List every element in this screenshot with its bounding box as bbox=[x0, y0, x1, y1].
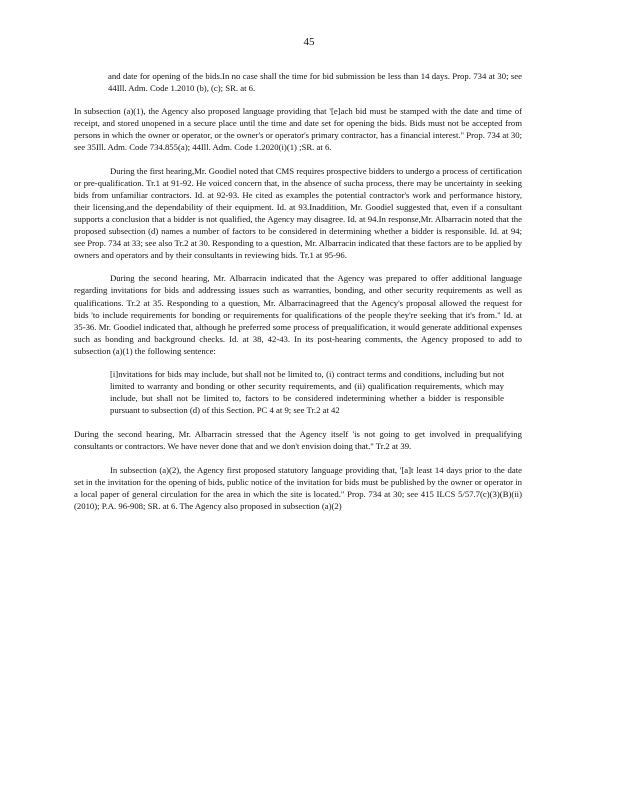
block-quote-invitations: [i]nvitations for bids may include, but shall not be limited to, (i) contract terms and conditions, including but not limited to warranty and bonding or other security requirements, and (ii) qualification requirements, which may include, but shall not be limited to, factors to be considered indetermining whether a bidder is responsible pursuant to subsection (d) of this Section. PC 4 at 9; see Tr.2 at 42 bbox=[110, 368, 504, 416]
paragraph-second-hearing: During the second hearing, Mr. Albarracin indicated that the Agency was prepared to offer additional language regarding invitations for bids and addressing issues such as warranties, bonding, and other security requirements as well as qualifications. Tr.2 at 35. Responding to a question, Mr. Albarracinagreed that the Agency's proposal allowed the request for bids 'to include requirements for bonding or requirements for qualifications of the people they're seeking that it's from." Id. at 35-36. Mr. Goodiel indicated that, although he preferred some process of prequalification, it would generate additional expenses such as bonding and background checks. Id. at 38, 42-43. In its post-hearing comments, the Agency proposed to add to subsection (a)(1) the following sentence: bbox=[74, 273, 522, 356]
paragraph-prequalifying: During the second hearing, Mr. Albarracin stressed that the Agency itself 'is not going to get involved in prequalifying consultants or contractors. We have never done that and we don't envision doing that." Tr.2 at 39. bbox=[74, 429, 522, 452]
page-number: 45 bbox=[303, 36, 315, 48]
paragraph-subsection-a1: In subsection (a)(1), the Agency also proposed language providing that '[e]ach bid must be stamped with the date and time of receipt, and stored unopened in a secure place until the time and date set for opening the bids. Bids must not be accepted from persons in which the owner or operator, or the owner's or operator's primary contractor, has a financial interest." Prop. 734 at 30; see 35Ill. Adm. Code 734.855(a); 44Ill. Adm. Code 1.2020(i)(1) ;SR. at 6. bbox=[74, 106, 522, 153]
paragraph-first-hearing: During the first hearing,Mr. Goodiel noted that CMS requires prospective bidders to undergo a process of certification or pre-qualification. Tr.1 at 91-92. He voiced concern that, in the absence of sucha process, there may be uncertainty in seeking bids from unfamiliar contractors. Id. at 92-93. He cited as examples the potential contractor's work and performance history, their licensing,and the dependability of their equipment. Id. at 93.Inaddition, Mr. Goodiel suggested that, even if a consultant supports a conclusion that a bidder is not qualified, the Agency may disagree. Id. at 94.In response,Mr. Albarracin noted that the proposed subsection (d) names a number of factors to be considered in determining whether a bidder is responsible. Id. at 94; see Prop. 734 at 33; see also Tr.2 at 30. Responding to a question, Mr. Albarracin indicated that these factors are to be applied by owners and operators and by their consultants in reviewing bids. Tr.1 at 95-96. bbox=[74, 165, 522, 261]
document-body bbox=[74, 70, 522, 523]
paragraph-subsection-a2: In subsection (a)(2), the Agency first proposed statutory language providing that, '[a]t least 14 days prior to the date set in the invitation for the opening of bids, public notice of the invitation for bids must be published by the owner or operator in a local paper of general circulation for the area in which the site is located." Prop. 734 at 30; see 415 ILCS 5/57.7(c)(3)(B)(ii) (2010); P.A. 96-908; SR. at 6. The Agency also proposed in subsection (a)(2) bbox=[74, 464, 522, 511]
paragraph-bid-opening-continued: and date for opening of the bids.In no case shall the time for bid submission be less than 14 days. Prop. 734 at 30; see 44Ill. Adm. Code 1.2010 (b), (c); SR. at 6. bbox=[108, 71, 522, 94]
